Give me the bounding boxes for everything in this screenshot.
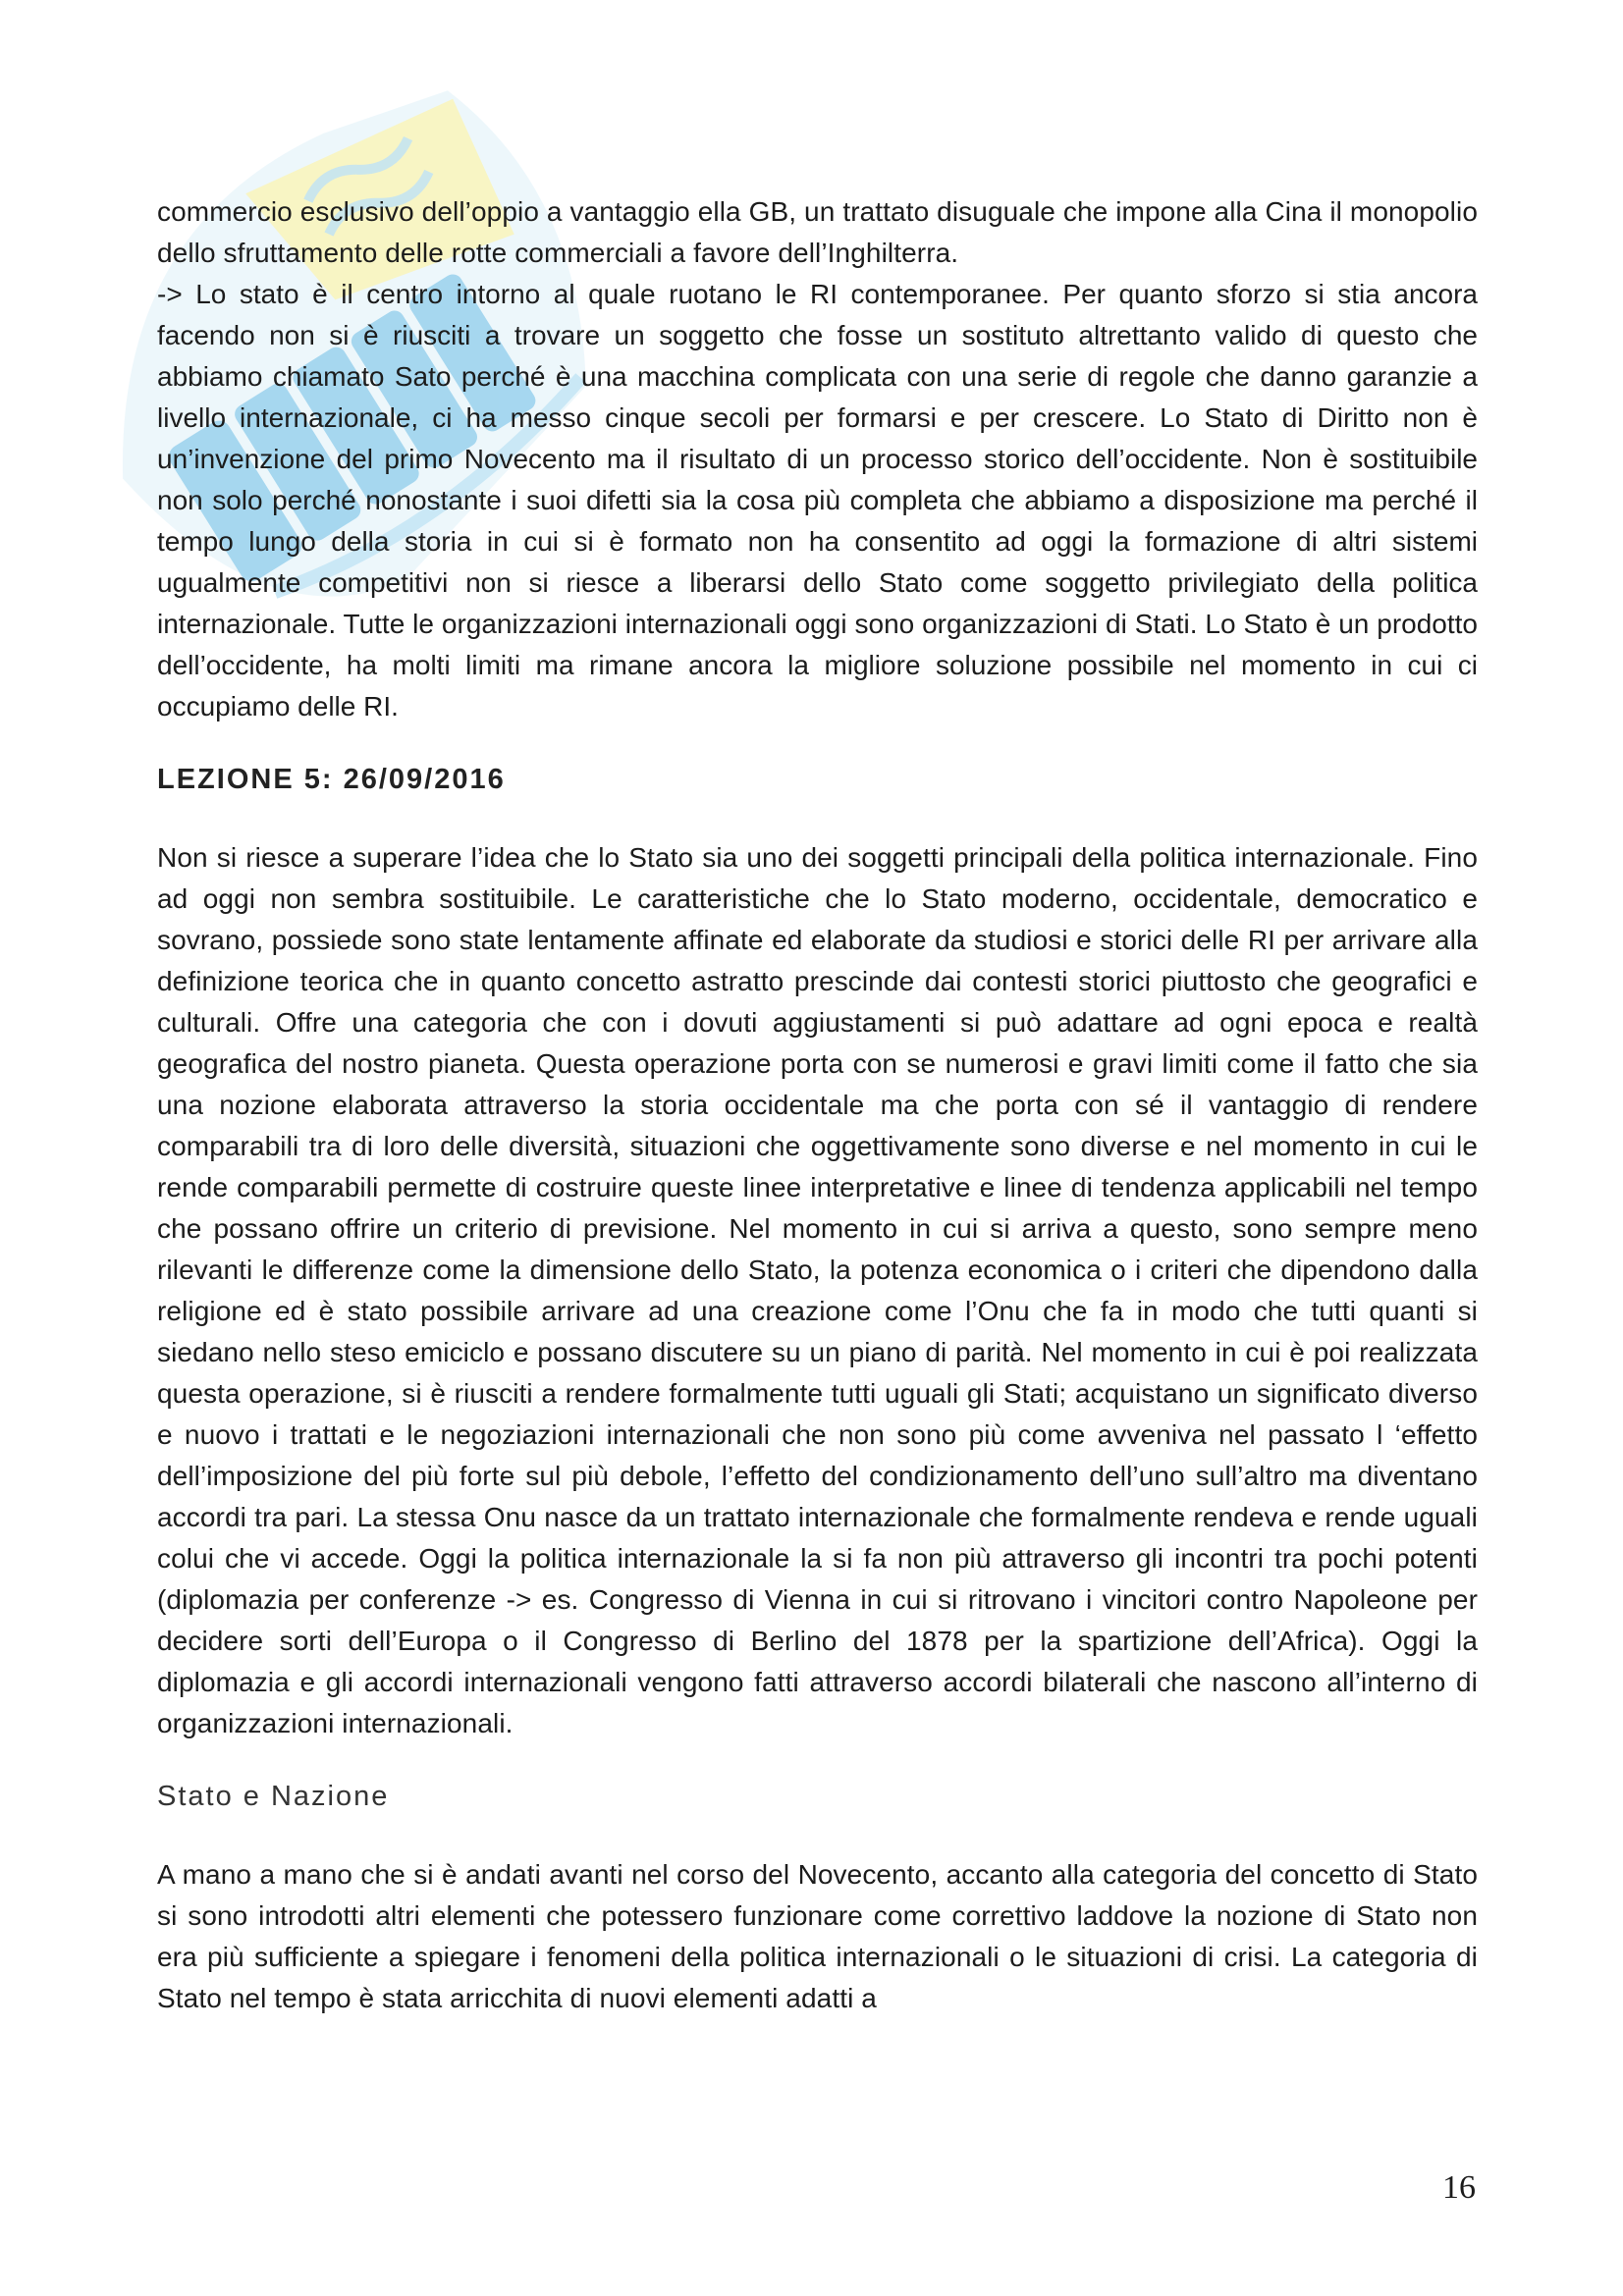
document-page [157, 191, 1478, 2019]
lesson-heading: LEZIONE 5: 26/09/2016 [157, 764, 506, 795]
paragraph-intro: commercio esclusivo dell’oppio a vantaggio ella GB, un trattato disuguale che impone alla Cina il monopolio dello sfruttamento delle rotte commerciali a favore dell’Inghilterra. [157, 196, 1478, 268]
paragraph-lesson: Non si riesce a superare l’idea che lo Stato sia uno dei soggetti principali della politica internazionale. Fino ad oggi non sembra sostituibile. Le caratteristiche che lo Stato moderno, occidentale, democratico e sovrano, possiede sono state lentamente affinate ed elaborate da studiosi e storici delle RI per arrivare alla definizione teorica che in quanto concetto astratto prescinde dai contesti storici piuttosto che geografici e culturali. Offre una categoria che con i dovuti aggiustamenti si può adattare ad ogni epoca e realtà geografica del nostro pianeta. Questa operazione porta con se numerosi e gravi limiti come il fatto che sia una nozione elaborata attraverso la storia occidentale ma che porta con sé il vantaggio di rendere comparabili tra di loro delle diversità, situazioni che oggettivamente sono diverse e nel momento in cui le rende comparabili permette di costruire queste linee interpretative e linee di tendenza applicabili nel tempo che possano offrire un criterio di previsione. Nel momento in cui si arriva a questo, sono sempre meno rilevanti le differenze come la dimensione dello Stato, la potenza economica o i criteri che dipendono dalla religione ed è stato possibile arrivare ad una creazione come l’Onu che fa in modo che tutti quanti si siedano nello steso emiciclo e possano discutere su un piano di parità. Nel momento in cui è poi realizzata questa operazione, si è riusciti a rendere formalmente tutti uguali gli Stati; acquistano un significato diverso e nuovo i trattati e le negoziazioni internazionali che non sono più come avveniva nel passato l ‘effetto dell’imposizione del più forte sul più debole, l’effetto del condizionamento dell’uno sull’altro ma diventano accordi tra pari. La stessa Onu nasce da un trattato internazionale che formalmente rendeva e rende uguali colui che vi accede. Oggi la politica internazionale la si fa non più attraverso gli incontri tra pochi potenti (diplomazia per conferenze -> es. Congresso di Vienna in cui si ritrovano i vincitori contro Napoleone per decidere sorti dell’Europa o il Congresso di Berlino del 1878 per la spartizione dell’Africa). Oggi la diplomazia e gli accordi internazionali vengono fatti attraverso accordi bilaterali che nascono all’interno di organizzazioni internazionali. [157, 842, 1478, 1738]
paragraph-state: -> Lo stato è il centro intorno al quale ruotano le RI contemporanee. Per quanto sforzo si stia ancora facendo non si è riusciti a trovare un soggetto che fosse un sostituto altrettanto valido di questo che abbiamo chiamato Sato perché è una macchina complicata con una serie di regole che danno garanzie a livello internazionale, ci ha messo cinque secoli per formarsi e per crescere. Lo Stato di Diritto non è un’invenzione del primo Novecento ma il risultato di un processo storico dell’occidente. Non è sostituibile non solo perché nonostante i suoi difetti sia la cosa più completa che abbiamo a disposizione ma perché il tempo lungo della storia in cui si è formato non ha consentito ad oggi la formazione di altri sistemi ugualmente competitivi non si riesce a liberarsi dello Stato come soggetto privilegiato della politica internazionale. Tutte le organizzazioni internazionali oggi sono organizzazioni di Stati. Lo Stato è un prodotto dell’occidente, ha molti limiti ma rimane ancora la migliore soluzione possibile nel momento in cui ci occupiamo delle RI. [157, 279, 1478, 721]
paragraph-nation: A mano a mano che si è andati avanti nel corso del Novecento, accanto alla categoria del concetto di Stato si sono introdotti altri elementi che potessero funzionare come correttivo laddove la nozione di Stato non era più sufficiente a spiegare i fenomeni della politica internazionali o le situazioni di crisi. La categoria di Stato nel tempo è stata arricchita di nuovi elementi adatti a [157, 1859, 1478, 2013]
section-heading-stato-nazione: Stato e Nazione [157, 1781, 390, 1812]
page-number: 16 [1442, 2169, 1476, 2206]
